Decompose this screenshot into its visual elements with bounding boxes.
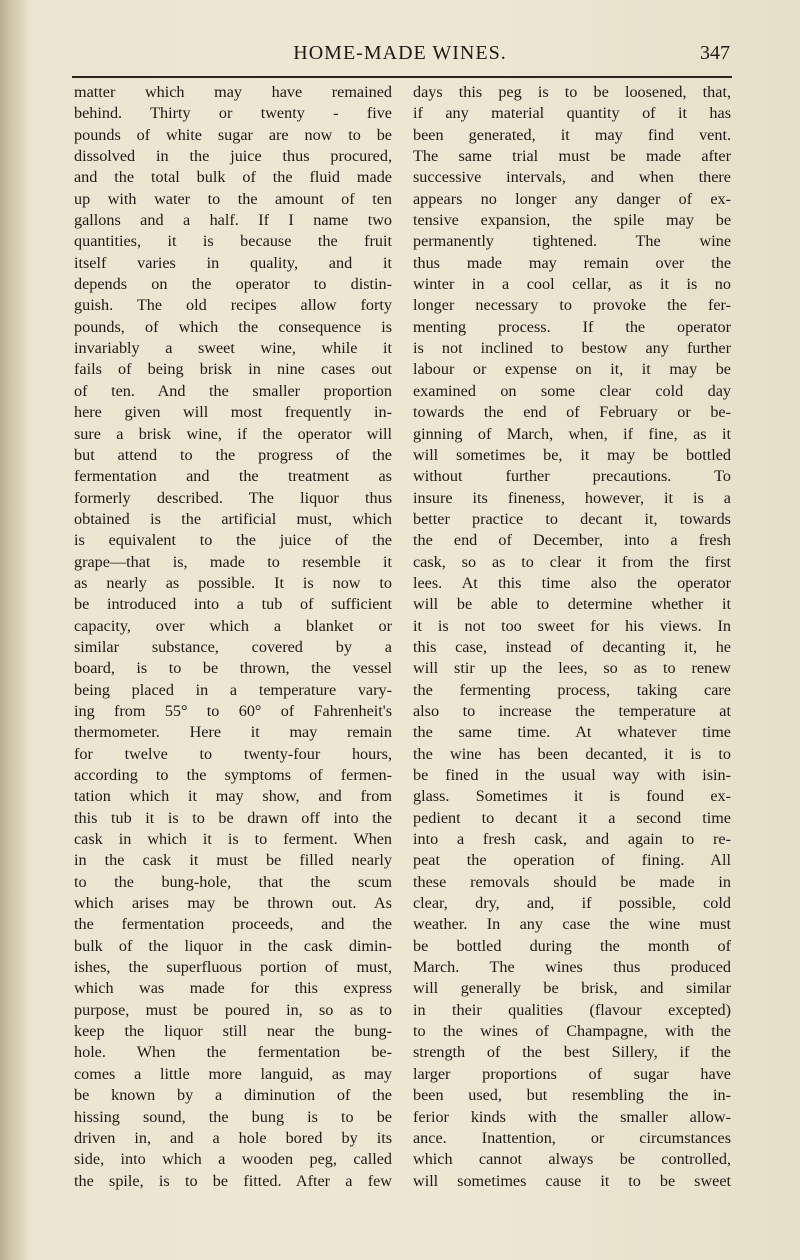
text-line: capacity, over which a blanket or — [74, 616, 392, 635]
text-line: which was made for this express — [74, 979, 392, 998]
text-line: will stir up the lees, so as to renew — [413, 659, 731, 678]
text-line: which cannot always be controlled, — [413, 1150, 731, 1169]
text-line: matter which may have remained — [74, 83, 392, 101]
text-line: in the cask it must be filled nearly — [74, 851, 392, 870]
text-line: been used, but resembling the in- — [413, 1086, 731, 1105]
text-line: the spile, is to be fitted. After a few — [74, 1171, 392, 1190]
page-number: 347 — [700, 42, 730, 64]
text-line: will sometimes be, it may be bottled — [413, 445, 731, 464]
text-line: without further precautions. To — [413, 467, 731, 486]
text-line: it is not too sweet for his views. In — [413, 616, 731, 635]
text-line: The same trial must be made after — [413, 147, 731, 166]
text-line: March. The wines thus produced — [413, 958, 731, 977]
text-line: better practice to decant it, towards — [413, 509, 731, 528]
text-line: behind. Thirty or twenty - five — [74, 104, 392, 123]
text-line: lees. At this time also the operator — [413, 573, 731, 592]
text-line: strength of the best Sillery, if the — [413, 1043, 731, 1062]
text-line: grape—that is, made to resemble it — [74, 552, 392, 571]
page-header — [70, 42, 730, 68]
text-line: according to the symptoms of fermen- — [74, 766, 392, 784]
text-line: cask in which it is to ferment. When — [74, 830, 392, 849]
text-line: the fermenting process, taking care — [413, 680, 731, 699]
text-line: comes a little more languid, as may — [74, 1064, 392, 1083]
text-line: ferior kinds with the smaller allow- — [413, 1107, 731, 1126]
text-line: in their qualities (flavour excepted) — [413, 1000, 731, 1019]
text-line: keep the liquor still near the bung- — [74, 1022, 392, 1041]
text-line: appears no longer any danger of ex- — [413, 189, 731, 208]
text-line: and the total bulk of the fluid made — [74, 168, 392, 187]
text-line: these removals should be made in — [413, 872, 731, 891]
text-line: here given will most frequently in- — [74, 403, 392, 422]
text-line: is not inclined to bestow any further — [413, 339, 731, 358]
text-line: peat the operation of fining. All — [413, 851, 731, 870]
text-line: quantities, it is because the fruit — [74, 232, 392, 251]
text-line: thus made may remain over the — [413, 253, 731, 272]
text-line: weather. In any case the wine must — [413, 915, 731, 934]
text-line: the end of December, into a fresh — [413, 531, 731, 550]
text-line: towards the end of February or be- — [413, 403, 731, 422]
text-line: be known by a diminution of the — [74, 1086, 392, 1105]
text-line: ance. Inattention, or circumstances — [413, 1128, 731, 1147]
text-line: will generally be brisk, and similar — [413, 979, 731, 998]
text-line: tensive expansion, the spile may be — [413, 211, 731, 230]
text-line: purpose, must be poured in, so as to — [74, 1000, 392, 1019]
text-line: hissing sound, the bung is to be — [74, 1107, 392, 1126]
text-line: pedient to decant it a second time — [413, 808, 731, 827]
text-line: if any material quantity of it has — [413, 104, 731, 123]
text-line: board, is to be thrown, the vessel — [74, 659, 392, 678]
text-line: to the bung-hole, that the scum — [74, 872, 392, 891]
text-line: up with water to the amount of ten — [74, 189, 392, 208]
text-line: be bottled during the month of — [413, 936, 731, 955]
text-line: be fined in the usual way with isin- — [413, 766, 731, 784]
text-line: winter in a cool cellar, as it is no — [413, 275, 731, 294]
running-title: HOME-MADE WINES. — [293, 42, 507, 64]
text-line: pounds of white sugar are now to be — [74, 125, 392, 144]
text-line: driven in, and a hole bored by its — [74, 1128, 392, 1147]
text-line: formerly described. The liquor thus — [74, 488, 392, 507]
text-line: hole. When the fermentation be- — [74, 1043, 392, 1062]
text-line: the same time. At whatever time — [413, 723, 731, 742]
text-line: is equivalent to the juice of the — [74, 531, 392, 550]
text-line: side, into which a wooden peg, called — [74, 1150, 392, 1169]
text-line: also to increase the temperature at — [413, 701, 731, 720]
text-line: fermentation and the treatment as — [74, 467, 392, 486]
text-line: been generated, it may find vent. — [413, 125, 731, 144]
text-line: obtained is the artificial must, which — [74, 509, 392, 528]
text-line: as nearly as possible. It is now to — [74, 573, 392, 592]
text-line: pounds, of which the consequence is — [74, 317, 392, 336]
text-line: cask, so as to clear it from the first — [413, 552, 731, 571]
text-line: to the wines of Champagne, with the — [413, 1022, 731, 1041]
text-line: bulk of the liquor in the cask dimin- — [74, 936, 392, 955]
text-line: for twelve to twenty-four hours, — [74, 744, 392, 763]
text-line: gallons and a half. If I name two — [74, 211, 392, 230]
header-rule — [72, 76, 732, 78]
text-line: ginning of March, when, if fine, as it — [413, 424, 731, 443]
page-spine-shadow — [0, 0, 28, 1260]
text-line: labour or expense on it, it may be — [413, 360, 731, 379]
text-line: tation which it may show, and from — [74, 787, 392, 806]
text-line: longer necessary to provoke the fer- — [413, 296, 731, 315]
text-line: successive intervals, and when there — [413, 168, 731, 187]
text-line: insure its fineness, however, it is a — [413, 488, 731, 507]
text-line: invariably a sweet wine, while it — [74, 339, 392, 358]
text-line: guish. The old recipes allow forty — [74, 296, 392, 315]
text-line: permanently tightened. The wine — [413, 232, 731, 251]
text-line: similar substance, covered by a — [74, 637, 392, 656]
text-line: thermometer. Here it may remain — [74, 723, 392, 742]
text-line: sure a brisk wine, if the operator will — [74, 424, 392, 443]
text-line: depends on the operator to distin- — [74, 275, 392, 294]
text-line: menting process. If the operator — [413, 317, 731, 336]
text-line: will be able to determine whether it — [413, 595, 731, 614]
text-line: the fermentation proceeds, and the — [74, 915, 392, 934]
text-line: will sometimes cause it to be sweet — [413, 1171, 731, 1190]
text-line: clear, dry, and, if possible, cold — [413, 894, 731, 913]
text-line: days this peg is to be loosened, that, — [413, 83, 731, 101]
text-line: ing from 55° to 60° of Fahrenheit's — [74, 701, 392, 720]
text-line: this case, instead of decanting it, he — [413, 637, 731, 656]
text-line: but attend to the progress of the — [74, 445, 392, 464]
text-line: which arises may be thrown out. As — [74, 894, 392, 913]
text-line: fails of being brisk in nine cases out — [74, 360, 392, 379]
text-line: into a fresh cask, and again to re- — [413, 830, 731, 849]
text-line: larger proportions of sugar have — [413, 1064, 731, 1083]
text-line: this tub it is to be drawn off into the — [74, 808, 392, 827]
text-line: itself varies in quality, and it — [74, 253, 392, 272]
text-line: be introduced into a tub of sufficient — [74, 595, 392, 614]
text-line: being placed in a temperature vary- — [74, 680, 392, 699]
text-line: glass. Sometimes it is found ex- — [413, 787, 731, 806]
text-line: examined on some clear cold day — [413, 381, 731, 400]
left-column — [74, 82, 392, 1192]
text-line: the wine has been decanted, it is to — [413, 744, 731, 763]
text-line: dissolved in the juice thus procured, — [74, 147, 392, 166]
text-line: of ten. And the smaller proportion — [74, 381, 392, 400]
text-line: ishes, the superfluous portion of must, — [74, 958, 392, 977]
right-column — [413, 82, 731, 1192]
